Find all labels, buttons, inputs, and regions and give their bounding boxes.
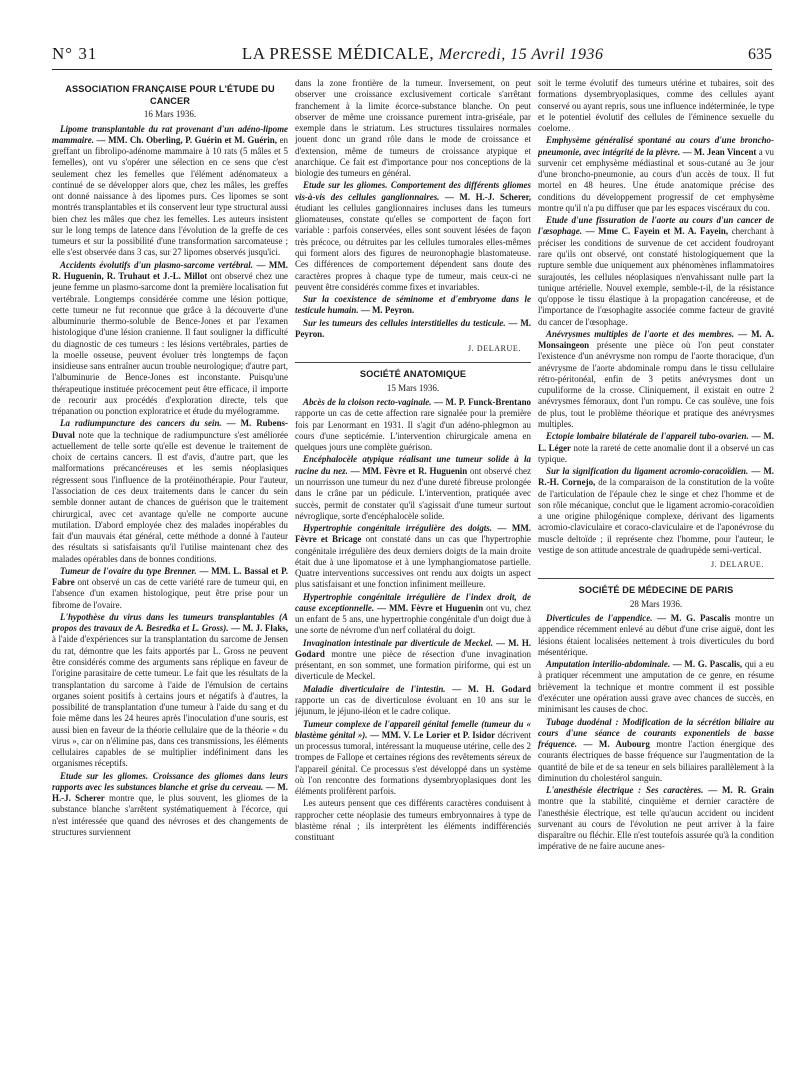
abstract-text: de la comparaison de la constitution de la voûte de l'articulation de l'épaule chez le singe et chez l'homme et de son rôle mécanique, conclut que le ligament acromio-coracoïdien a une origine philogénique complexe, dérivant des ligaments acromio-claviculaire et coraco-claviculaire et de l'aponévrose du muscle deltoïde ; il représente chez l'homme, pour l'auteur, le vestige de son attitude ancestrale de quadrupède semi-vertical. — [538, 477, 774, 555]
abstract-paragraph — [538, 329, 774, 430]
abstract-title: Anévrysmes multiples de l'aorte et des membres. — [546, 328, 735, 339]
abstract-authors: — M. H.-J. Scherer, — [444, 191, 531, 202]
abstract-title: Tumeur complexe de l'appareil génital femelle (tumeur du « blastème génital »). — [295, 718, 531, 740]
abstract-paragraph — [295, 684, 531, 718]
society-heading: SOCIÉTÉ DE MÉDECINE DE PARIS — [538, 578, 774, 597]
abstract-text: rapporte un cas de cette affection rare signalée pour la première fois par Lenormant en 1931. Il s'agit d'un adéno-phlegmon au cours d'une septicémie. L'intervention chirurgicale amena en quelques jours une complète guérison. — [295, 408, 531, 453]
abstract-text: à l'aide d'expériences sur la transplantation du sarcome de Jensen du rat, démontre que les faits apportés par L. Gross ne peuvent être considérés comme des arguments sans réplique en faveur de l'origine parasitaire de cette tumeur. Le fait que les résultats de la transplantation du sarcome à l'aide de l'émulsion de certains organes soient positifs à certains jours et négatifs à d'autres, la possibilité de transplantation d'une tumeur à l'aide du sang et du foie même dans les 24 heures après l'inoculation d'une souris, est aussi bien en faveur de la théorie cellulaire que de la théorie « du virus », car on n'élimine pas, dans ces transmissions, les éléments cellulaires capables de se multiplier indéfiniment dans les organismes réceptifs. — [52, 634, 288, 769]
abstract-continuation: dans la zone frontière de la tumeur. Inversement, on peut observer une croissance exclusivement corticale s'arrêtant franchement à la limite écorce-substance blanche. On peut observer de même une croissance purement intra-griséale, par exemple dans le striatum. Les structures tissulaires normales jouent donc un grand rôle dans le mode de croissance et d'extension, même de tumeurs de croissance atypique et anarchique. Ce fait est d'importance pour nos conceptions de la biologie des tumeurs en général. — [295, 78, 531, 179]
abstract-title: Lipome transplantable du rat provenant d'un adéno-lipome mammaire. — [52, 123, 288, 145]
abstract-paragraph — [538, 466, 774, 556]
abstract-authors: — M. H. Godard — [295, 637, 531, 659]
abstract-title: Encéphalocèle atypique réalisant une tumeur solide à la racine du nez. — [295, 454, 531, 476]
abstract-title: La radiumpuncture des cancers du sein. — [60, 418, 222, 429]
abstract-title: Ectopie lombaire bilatérale de l'appareil tubo-ovarien. — [546, 431, 749, 442]
abstract-title: Abcès de la cloison recto-vaginale. — [303, 397, 432, 408]
abstract-authors: — M. H.-J. Scherer — [52, 781, 288, 804]
abstract-authors: — M. Peyron. — [295, 317, 531, 339]
abstract-text: ont observé chez un nourrisson une tumeur du nez d'une dureté fibreuse prolongée dans le crâne par un pédicule. L'intervention, pratiquée avec succès, permit de constater qu'il s'agissait d'une tumeur surtout névroglique, sorte d'encéphalocèle solide. — [295, 465, 531, 521]
abstract-text: étudiant les cellules ganglionnaires incluses dans les tumeurs gliomateuses, constate qu'elles se comportent de façon fort variable : parfois conservées, elles sont souvent lésées de façon très précoce, ou détruites par les cellules tumorales elles-mêmes qui forment alors des figures de neuronophagie blastomateuse. Ces différences de comportement dépendent sans doute des caractères propres à chaque type de tumeur, mais ceux-ci ne peuvent être considérés comme fixes et invariables. — [295, 202, 531, 292]
abstract-authors: — M. Rubens-Duval — [52, 418, 288, 440]
abstract-authors: — M. P. Funck-Brentano — [434, 397, 531, 408]
abstract-authors: — MM. Fèvre et Bricage — [295, 523, 531, 545]
abstract-text: décrivent un processus tumoral, intéressant la muqueuse utérine, celle des 2 trompes de Fallope et certaines régions des revêtements séreux de l'appareil génital. Ce processus s'est développé dans un système où l'on rencontre des formations dysembryoplasiques dont les éléments prolifèrent parfois. — [295, 729, 531, 797]
abstract-authors: — MM. Ch. Oberling, P. Guérin et M. Guérin, — [96, 134, 277, 145]
abstract-paragraph — [52, 418, 288, 564]
abstract-text: cherchant à préciser les conditions de survenue de cet accident foudroyant rare qu'ils ont observé, ont constaté histologiquement que la rupture semble due uniquement aux phénomènes inflammatoires surajoutés, les cellules néoplasiques n'envahissant nulle part la tunique artérielle. Nouvel exemple, semble-t-il, de la résistance qu'oppose le tissu élastique à la propagation cancéreuse, et de l'importance de l'œsophagite associée comme facteur de gravité du cancer de l'œsophage. — [538, 226, 774, 327]
abstract-title: Sur la coexistence de séminome et d'embryome dans le testicule humain. — [295, 294, 531, 316]
article-columns — [52, 78, 774, 1068]
abstract-title: Sur la signification du ligament acromio-coracoïdien. — [546, 466, 749, 477]
abstract-title: Maladie diverticulaire de l'intestin. — [303, 683, 446, 694]
running-title — [242, 44, 604, 64]
abstract-paragraph — [295, 719, 531, 798]
abstract-authors: — M. R. Grain — [708, 785, 774, 796]
issue-date: Mercredi, 15 Avril 1936 — [438, 46, 604, 63]
abstract-title: Etude d'une fissuration de l'aorte au cours d'un cancer de l'œsophage. — [538, 215, 774, 237]
abstract-authors: — M. R.-H. Cornejo, — [538, 466, 774, 488]
abstract-title: Tubage duodénal : Modification de la sécrétion biliaire au cours d'une séance de courants exponentiels de basse fréquence. — [538, 716, 774, 750]
abstract-authors: — MM. L. Bassal et P. Fabre — [52, 565, 288, 588]
abstract-title: Diverticules de l'appendice. — [546, 613, 653, 624]
abstract-paragraph — [52, 612, 288, 770]
abstract-paragraph: Les auteurs pensent que ces différents caractères conduisent à rapprocher cette néoplasie des tumeurs embryonnaires à type de blastème rénal ; ils interprètent les éléments indifférenciés constituant — [295, 798, 531, 843]
abstract-paragraph — [538, 717, 774, 785]
abstract-text: note que la technique de radiumpuncture s'est améliorée actuellement de telle sorte qu'elle est devenue le traitement de choix de certains cancers. Il est d'avis, d'autre part, que les malformations précancéreuses et les semis néoplasiques régressent sous l'influence de la protéinothérapie. Pour l'auteur, l'association de ces deux traitements dans le cancer du sein semble donner autant de chances de guérison que le traitement chirurgical, avec cet avantage qu'elle ne comporte aucune mutilation. D'abord employée chez des malades inopérables du fait d'un mauvais état général, cette méthode a donné à l'auteur des résultats si satisfaisants qu'il l'utilise maintenant chez des malades opérables dans de bonnes conditions. — [52, 429, 288, 564]
page-header — [52, 44, 772, 70]
abstract-authors: — M. Jean Vincent — [682, 146, 757, 157]
abstract-authors: — Mme C. Fayein et M. A. Fayein, — [585, 226, 729, 237]
abstract-title: Tumeur de l'ovaire du type Brenner. — [60, 565, 197, 576]
session-date: 15 Mars 1936. — [386, 382, 440, 393]
session-date: 28 Mars 1936. — [629, 598, 683, 609]
abstract-paragraph — [52, 260, 288, 418]
abstract-title: Accidents évolutifs d'un plasmo-sarcome vertébral. — [60, 259, 253, 270]
abstract-authors: — M. H. Godard — [452, 683, 531, 694]
abstract-title: Invagination intestinale par diverticule de Meckel. — [303, 637, 493, 648]
column-2 — [295, 78, 531, 1068]
abstract-text: rapporte un cas de diverticulose évoluant en 10 ans sur le jéjunum, le jéjuno-iléon et le cadre colique. — [295, 695, 531, 717]
column-1 — [52, 78, 288, 1068]
abstract-text: a vu survenir cet emphysème médiastinal et sous-cutané au 3e jour d'une broncho-pneumonie, au cours d'un accès de toux. Il fut mortel en 48 heures. Une étude anatomique précise des conditions du développement progressif de cet emphysème montre qu'il n'a pu diffuser que par les espaces viscéraux du cou. — [538, 146, 774, 213]
abstract-paragraph — [295, 454, 531, 522]
signature: J. DELARUE. — [467, 344, 521, 354]
abstract-authors: — M. G. Pascalis — [657, 613, 731, 624]
column-3 — [538, 78, 774, 1068]
abstract-title: Etude sur les gliomes. Croissance des gliomes dans leurs rapports avec les substances blanche et grise du cerveau. — [52, 770, 288, 792]
abstract-authors: — M. L. Léger — [538, 431, 774, 453]
abstract-paragraph — [538, 613, 774, 658]
society-heading: ASSOCIATION FRANÇAISE POUR L'ÉTUDE DU CANCER — [65, 84, 275, 106]
abstract-title: L'hypothèse du virus dans les tumeurs transplantables (A propos des travaux de A. Besredka et L. Gross). — [52, 611, 288, 634]
abstract-authors: — M. Peyron. — [360, 305, 415, 316]
abstract-authors: — MM. Fèvre et Huguenin — [377, 602, 484, 613]
abstract-text: qui a eu à pratiquer récemment une amputation de ce genre, en résume brièvement la technique et montre comment il est possible d'exécuter une opération aussi grave avec chances de succès, en minimisant les causes de choc. — [538, 659, 774, 715]
session-date: 16 Mars 1936. — [143, 109, 197, 120]
abstract-paragraph — [295, 592, 531, 637]
abstract-paragraph — [52, 771, 288, 839]
abstract-authors: — M. Aubourg — [583, 739, 650, 750]
abstract-paragraph — [538, 659, 774, 715]
abstract-authors: — M. G. Pascalis, — [672, 659, 743, 670]
abstract-paragraph — [295, 523, 531, 591]
abstract-title: Sur les tumeurs des cellules interstitielles du testicule. — [303, 317, 506, 328]
abstract-paragraph — [295, 180, 531, 293]
abstract-title: L'anesthésie électrique : Ses caractères. — [546, 785, 704, 796]
abstract-text: montre un appendice récemment enlevé au début d'une crise aiguë, dont les lésions étaient localisées nettement à trois diverticules du bord mésentérique. — [538, 613, 774, 657]
abstract-authors: — M. A. Monsaingeon — [538, 328, 774, 351]
abstract-title: Hypertrophie congénitale irrégulière de l'index droit, de cause exceptionnelle. — [295, 591, 531, 613]
abstract-paragraph — [538, 135, 774, 214]
abstract-text: montre l'action énergique des courants électriques de basse fréquence sur l'augmentation de la quantité de bile et de sa teneur en sels biliaires parallèlement à la diminution du cholestérol sanguin. — [538, 739, 774, 783]
abstract-text: en greffant un fibrolipo-adénome mammaire à 10 rats (5 mâles et 5 femelles), ont vu s'opérer une sélection en ce sens que c'est seulement chez les femelles que l'élément adénomateux a continué de se développer alors que, chez les mâles, les greffes ont donné naissance à des lipomes purs. Ces lipomes se sont montrés transplantables et ils conservent leur type structural aussi bien chez les mâles que chez les femelles. Les auteurs insistent sur le long temps de latence dans l'évolution de la greffe de ces tumeurs et sur la possibilité d'une transformation sarcomateuse ; elle s'est observée dans 3 cas, sur 27 lipomes observés jusqu'ici. — [52, 134, 288, 258]
abstract-paragraph — [538, 431, 774, 465]
abstract-title: Hypertrophie congénitale irrégulière des doigts. — [303, 523, 492, 534]
abstract-text: montre que la stabilité, cinquième et dernier caractère de l'anesthésie électrique, est telle qu'aucun accident ou incident survenant au cours de l'évolution ne peut arriver à la faire disparaître ou fléchir. Elle n'est toutefois assurée qu'à la condition impérative de ne faire aucune anes- — [538, 796, 774, 852]
abstract-authors: — M. J. Flaks, — [231, 623, 288, 634]
abstract-text: montre une pièce de résection d'une invagination présentant, en son sommet, une formation piriforme, qui est un diverticule de Meckel. — [295, 648, 531, 682]
abstract-paragraph — [52, 124, 288, 259]
abstract-title: Amputation interilio-abdominale. — [546, 659, 671, 670]
abstract-paragraph — [295, 294, 531, 317]
abstract-paragraph — [295, 397, 531, 453]
abstract-paragraph — [295, 638, 531, 683]
abstract-continuation: soit le terme évolutif des tumeurs utérine et tubaires, soit des formations dysembryoplasiques, comme des cellules ayant conservé ou ayant repris, sous une influence indéterminée, le type et le potentiel évolutif des cellules de l'éminence sexuelle du coelome. — [538, 78, 774, 134]
signature: J. DELARUE. — [710, 560, 764, 570]
abstract-text: note la rareté de cette anomalie dont il a observé un cas typique. — [538, 442, 774, 464]
issue-number: N° 31 — [52, 44, 98, 63]
abstract-text: ont constaté dans un cas que l'hypertrophie congénitale irrégulière des deux derniers doigts de la main droite était due à une lipomatose et à une lymphangiomatose partielle. Quatre interventions successives ont rendu aux doigts un aspect plus satisfaisant et une fonction infiniment meilleure. — [295, 534, 531, 590]
abstract-text: ont vu, chez un enfant de 5 ans, une hypertrophie congénitale d'un doigt due à une sorte de névrome d'un nerf collatéral du doigt. — [295, 602, 531, 636]
abstract-authors: — MM. Fèvre et R. Huguenin — [350, 465, 468, 476]
journal-name: LA PRESSE MÉDICALE, — [241, 44, 435, 63]
abstract-authors: — MM. R. Huguenin, R. Truhaut et J.-L. Millot — [52, 259, 288, 281]
abstract-text: présente une pièce où l'on peut constater l'existence d'un anévrysme non rompu de l'aorte thoracique, d'un anévrysme de l'aorte abdominale rompu dans le tissu cellulaire rétro-péritonéal, enfin de 3 petits anévrysmes dont un cupuliforme de la crosse. Cliniquement, il existait en outre 2 anévrysmes fémoraux, dont l'un rompu. Ce cas soulève, une fois de plus, tout le problème théorique et pratique des anévrysmes multiples. — [538, 340, 774, 429]
page-number: 635 — [748, 46, 772, 63]
society-heading: SOCIÉTÉ ANATOMIQUE — [295, 362, 531, 381]
abstract-title: Emphysème généralisé spontané au cours d'une broncho-pneumonie, avec intégrité de la plèvre. — [538, 135, 774, 157]
abstract-title: Etude sur les gliomes. Comportement des différents gliomes vis-à-vis des cellules ganglionnaires. — [295, 180, 531, 202]
abstract-text: montre que, le plus souvent, les gliomes de la substance blanche s'arrêtent systématiquement à l'écorce, qui n'est intéressée que quand des névroses et des changements de structures surviennent — [52, 793, 288, 837]
abstract-text: ont observé un cas de cette variété rare de tumeur qui, en l'absence d'un examen histologique, peut être prise pour un fibrome de l'ovaire. — [52, 577, 288, 610]
abstract-text: ont observé chez une jeune femme un plasmo-sarcome dont la première localisation fut vertébrale. Longtemps considérée comme une lésion pottique, cette tumeur ne fut reconnue que grâce à la découverte d'une albuminurie thermo-soluble de Bence-Jones et par l'examen histologique d'une lésion cranienne. Il faut souligner la difficulté du diagnostic de ces tumeurs : les lésions vertébrales, parties de la moelle osseuse, peuvent évoluer très longtemps de façon insidieuse sans entraîner aucun trouble neurologique; d'autre part, l'albuminurie de Bence-Jones est inconstante. Puisqu'une thérapeutique instituée précocement peut être efficace, il importe de recourir aux procédés d'exploration directe, tels que trépanation ou ponction exploratrice et étude du myélogramme. — [52, 270, 288, 417]
abstract-authors: — MM. V. Le Lorier et P. Isidor — [370, 729, 496, 740]
abstract-paragraph — [295, 318, 531, 341]
abstract-paragraph — [52, 566, 288, 611]
abstract-paragraph — [538, 785, 774, 853]
abstract-paragraph — [538, 215, 774, 328]
